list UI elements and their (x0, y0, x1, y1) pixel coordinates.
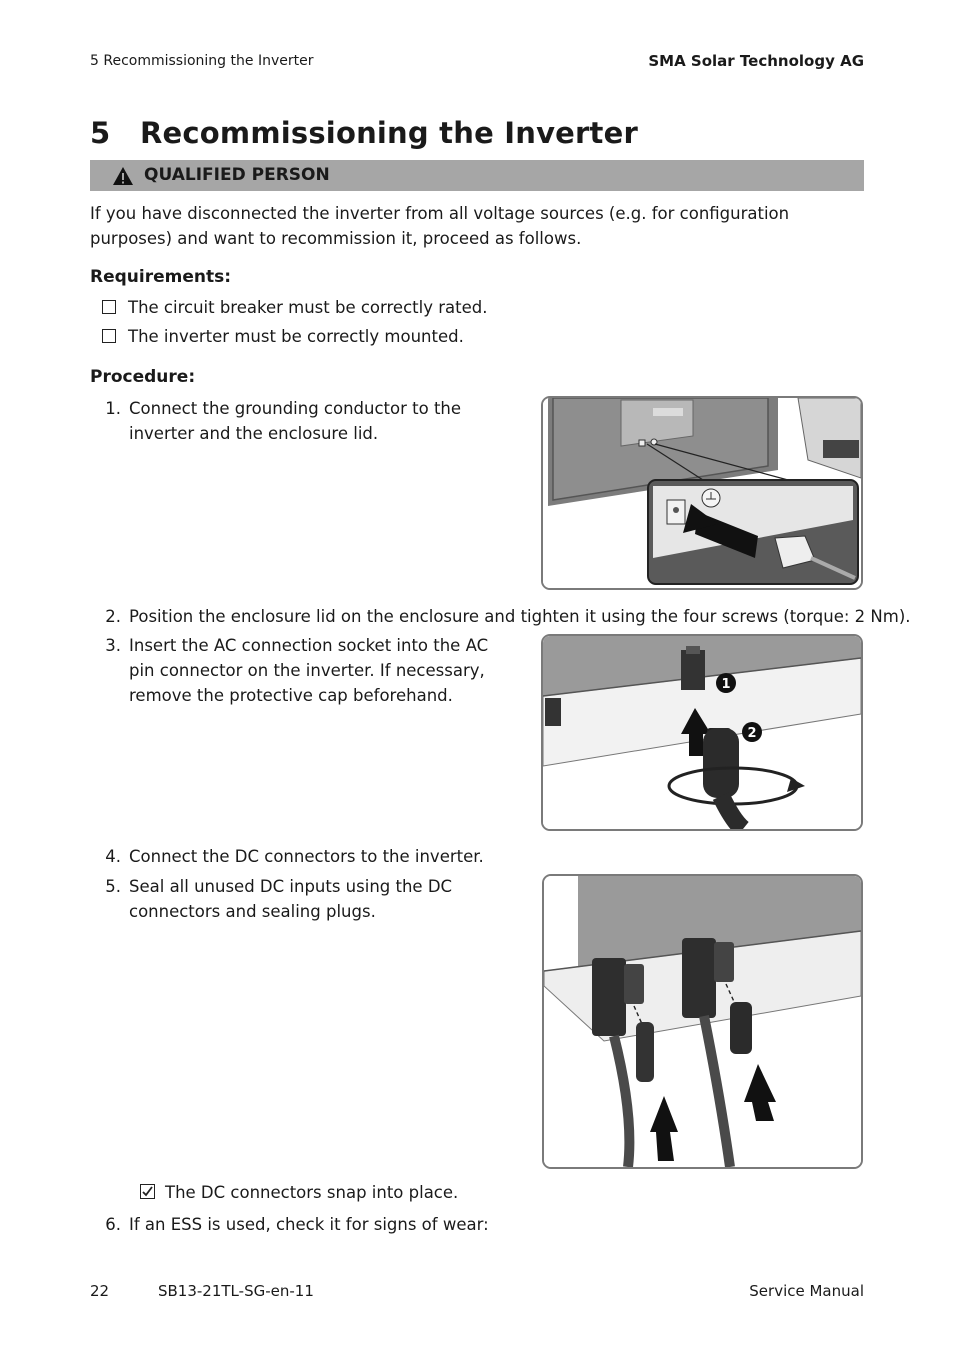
procedure-heading: Procedure: (90, 367, 196, 387)
step-result: The DC connectors snap into place. (140, 1183, 458, 1202)
figure-ac-connection (541, 634, 863, 831)
header-company: SMA Solar Technology AG (648, 52, 864, 70)
step-marker-1: 1 (721, 677, 731, 692)
section-title: Recommissioning the Inverter (140, 116, 638, 150)
footer-doc-type: Service Manual (749, 1282, 864, 1300)
qualified-person-label: QUALIFIED PERSON (144, 165, 330, 185)
section-number: 5 (90, 116, 111, 150)
requirement-item: The inverter must be correctly mounted. (102, 327, 464, 346)
figure-grounding-conductor (541, 396, 863, 590)
step-marker-2: 2 (747, 726, 757, 741)
figure-dc-connectors (542, 874, 863, 1169)
qualified-person-bar (90, 160, 864, 191)
checkbox-icon (102, 329, 116, 343)
checkmark-box-icon (140, 1184, 155, 1199)
page-title (90, 116, 638, 150)
footer-page-number: 22 (90, 1282, 110, 1300)
header-section-title: 5 Recommissioning the Inverter (90, 53, 314, 69)
footer-doc-id: SB13-21TL-SG-en-11 (158, 1282, 314, 1300)
requirement-item: The circuit breaker must be correctly rated. (102, 298, 487, 317)
checkbox-icon (102, 300, 116, 314)
requirements-heading: Requirements: (90, 267, 232, 287)
intro-paragraph: If you have disconnected the inverter from all voltage sources (e.g. for configuration purposes) and want to recommission it, proceed as follows. (90, 204, 790, 248)
warning-icon (112, 166, 134, 186)
